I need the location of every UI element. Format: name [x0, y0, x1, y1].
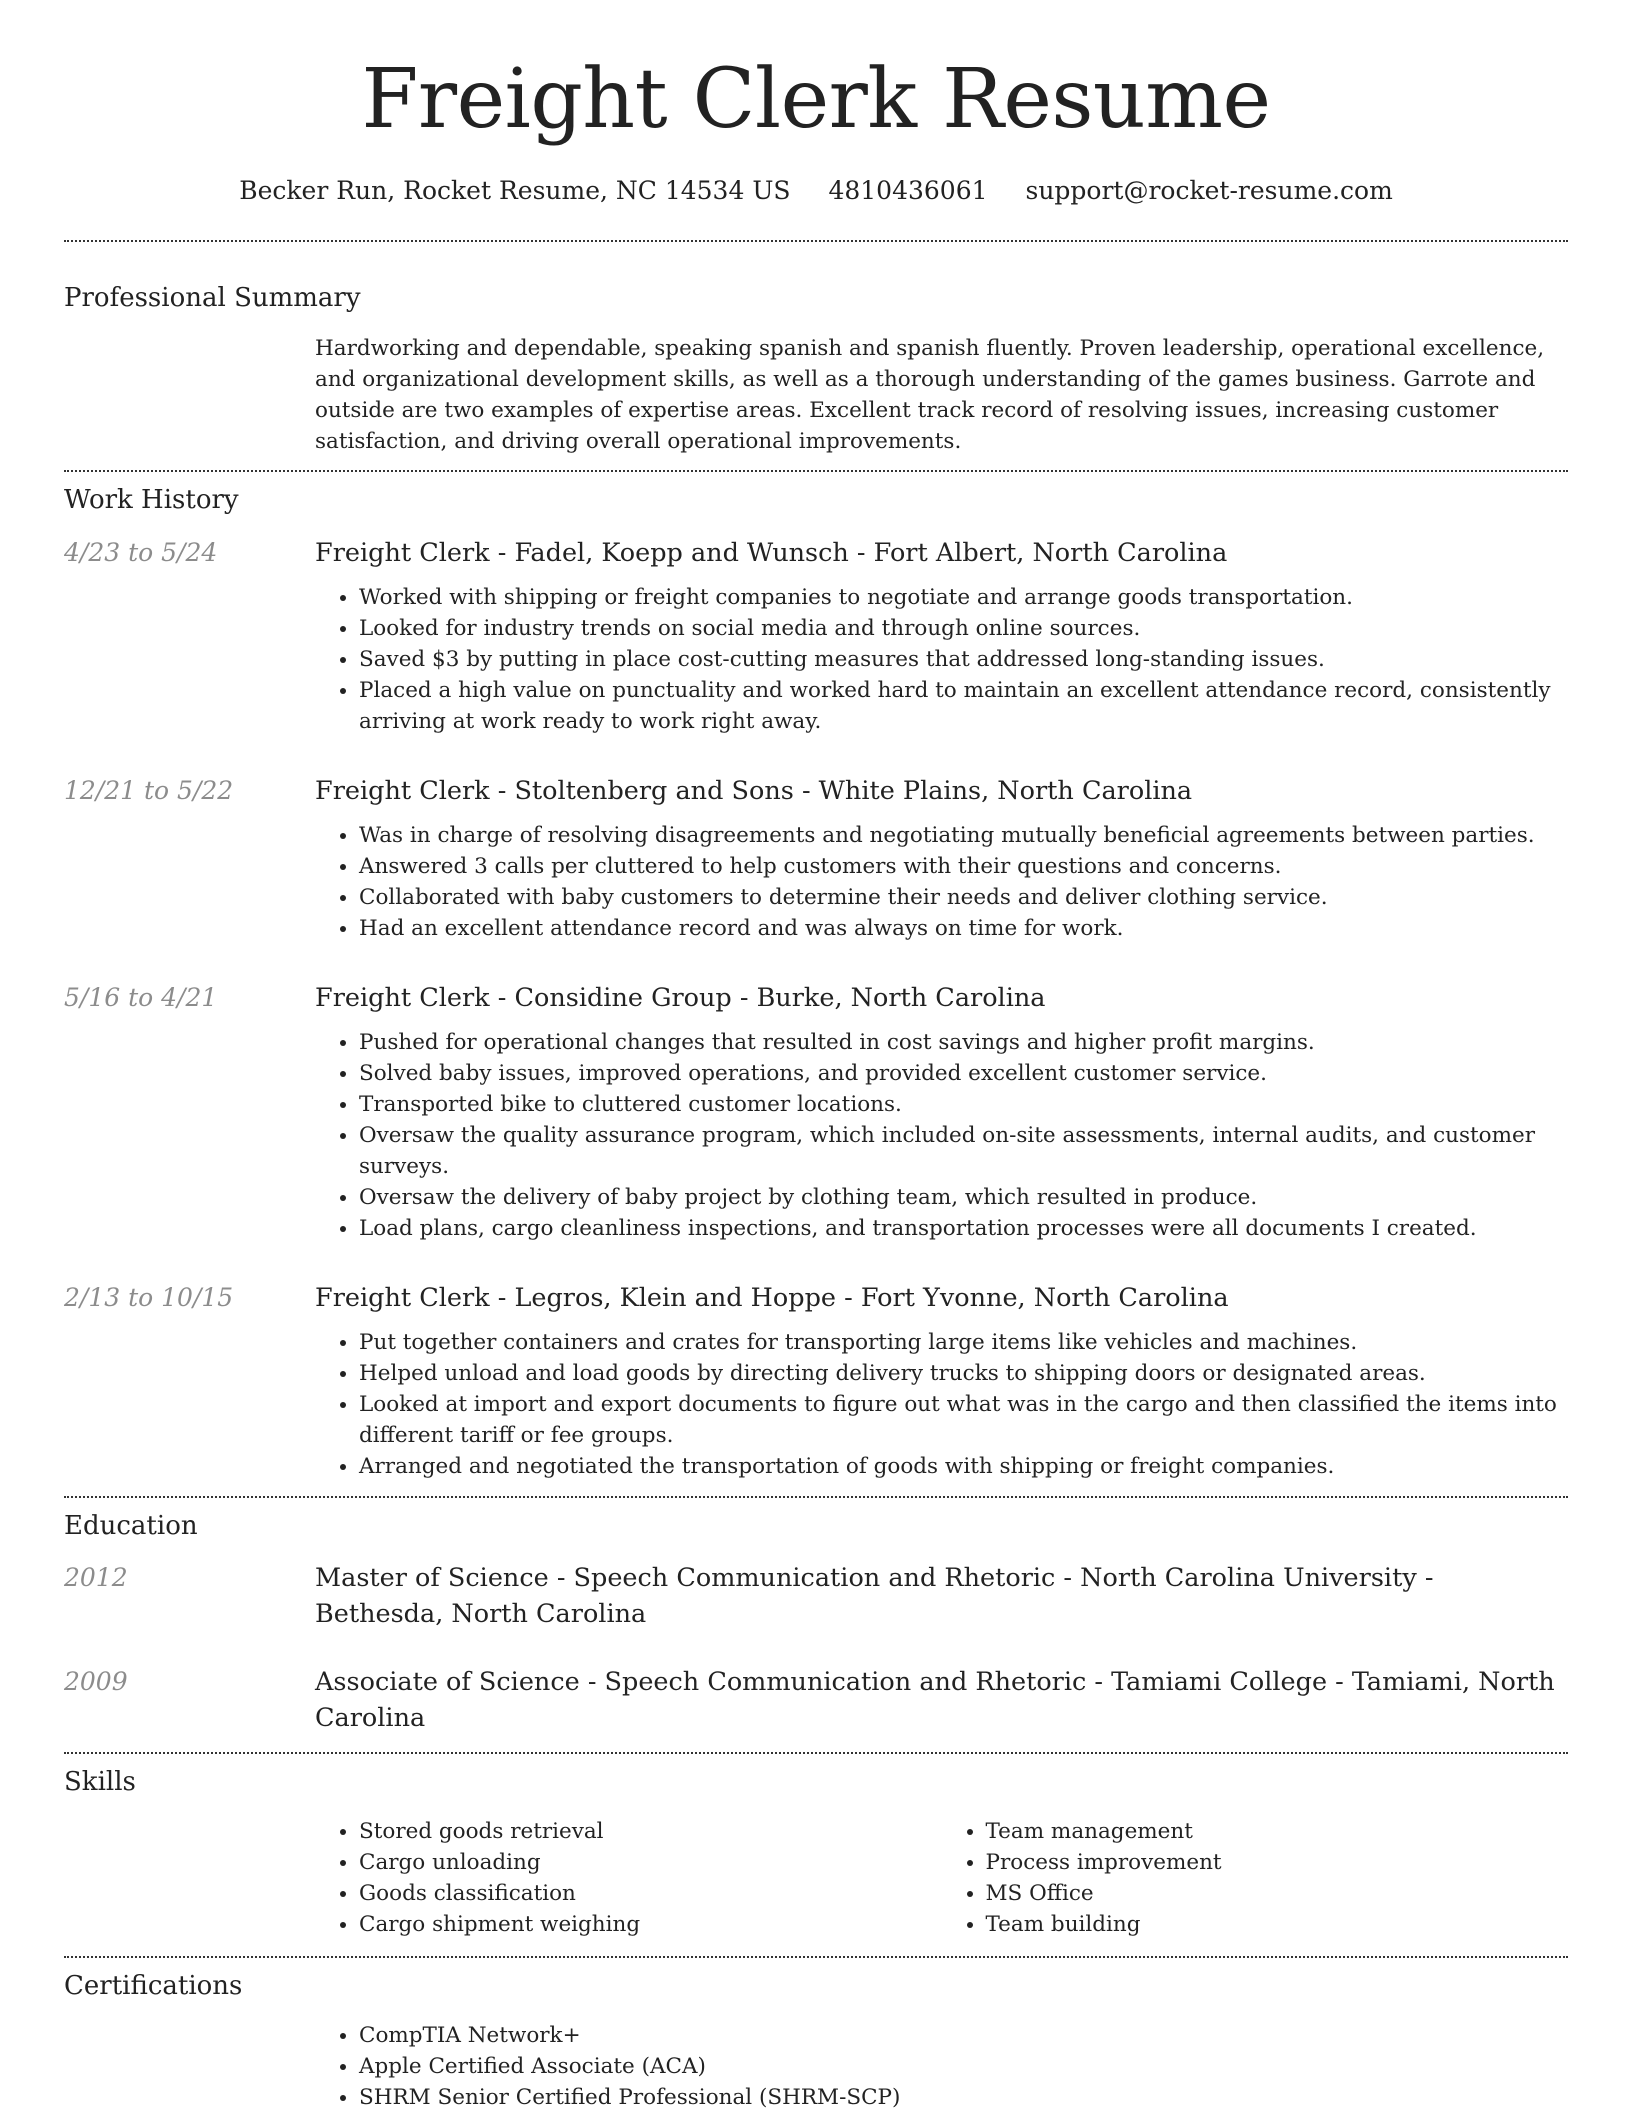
certification-item: • SHRM Senior Certified Professional (SHRM-SCP)	[359, 2082, 1568, 2113]
skill-item: • Cargo shipment weighing	[359, 1909, 942, 1940]
education-title: Associate of Science - Speech Communication and Rhetoric - Tamiami College - Tamiami, North Carolina	[315, 1667, 1555, 1733]
job-bullet: • Answered 3 calls per cluttered to help customers with their questions and concerns.	[359, 851, 1568, 882]
divider	[64, 1752, 1568, 1754]
job-bullet: • Arranged and negotiated the transportation of goods with shipping or freight companies.	[359, 1451, 1568, 1482]
divider	[64, 470, 1568, 472]
education-entry	[64, 1560, 1568, 1632]
divider	[64, 1496, 1568, 1498]
job-entry	[64, 1280, 1568, 1482]
job-bullets	[315, 1027, 1568, 1244]
resume-title: Freight Clerk Resume	[361, 52, 1271, 147]
contact-email: support@rocket-resume.com	[1025, 176, 1393, 205]
job-bullet: • Worked with shipping or freight companies to negotiate and arrange goods transportation.	[359, 582, 1568, 613]
education-section	[64, 1509, 1568, 1736]
summary-text: Hardworking and dependable, speaking spanish and spanish fluently. Proven leadership, operational excellence, and organizational development skills, as well as a thorough understanding of the games business. Garrote and outside are two examples of expertise areas. Excellent track record of resolving issues, increasing customer satisfaction, and driving overall operational improvements.	[315, 336, 1545, 454]
certifications-section	[64, 1969, 1568, 2113]
job-bullets	[315, 820, 1568, 944]
job-bullet: • Helped unload and load goods by directing delivery trucks to shipping doors or designated areas.	[359, 1358, 1568, 1389]
job-bullet: • Saved $3 by putting in place cost-cutting measures that addressed long-standing issues.	[359, 644, 1568, 675]
summary-section	[64, 281, 1568, 457]
job-dates: 5/16 to 4/21	[64, 983, 218, 1012]
job-entry	[64, 535, 1568, 737]
job-entry	[64, 773, 1568, 944]
job-bullets	[315, 1327, 1568, 1482]
job-bullet: • Collaborated with baby customers to determine their needs and deliver clothing service.	[359, 882, 1568, 913]
job-bullets	[315, 582, 1568, 737]
skill-item: • Cargo unloading	[359, 1847, 942, 1878]
job-bullet: • Load plans, cargo cleanliness inspections, and transportation processes were all documents I created.	[359, 1213, 1568, 1244]
job-bullet: • Looked for industry trends on social media and through online sources.	[359, 613, 1568, 644]
job-bullet: • Solved baby issues, improved operations, and provided excellent customer service.	[359, 1058, 1568, 1089]
certification-item: • Apple Certified Associate (ACA)	[359, 2051, 1568, 2082]
work-history-heading: Work History	[64, 485, 239, 515]
contact-line	[64, 174, 1568, 208]
job-bullet: • Transported bike to cluttered customer locations.	[359, 1089, 1568, 1120]
skill-item: • Process improvement	[986, 1847, 1569, 1878]
contact-address: Becker Run, Rocket Resume, NC 14534 US	[239, 176, 791, 205]
job-bullet: • Placed a high value on punctuality and worked hard to maintain an excellent attendance record, consistently arriving at work ready to work right away.	[359, 675, 1568, 737]
certifications-heading: Certifications	[64, 1971, 243, 2001]
job-entry	[64, 980, 1568, 1244]
skills-list-right	[942, 1816, 1569, 1940]
job-title: Freight Clerk - Considine Group - Burke, North Carolina	[315, 983, 1046, 1013]
skill-item: • Team management	[986, 1816, 1569, 1847]
education-heading: Education	[64, 1511, 198, 1541]
certifications-list	[315, 2020, 1568, 2113]
job-title: Freight Clerk - Fadel, Koepp and Wunsch - Fort Albert, North Carolina	[315, 538, 1228, 568]
education-year: 2009	[64, 1667, 128, 1696]
skill-item: • Stored goods retrieval	[359, 1816, 942, 1847]
skill-item: • MS Office	[986, 1878, 1569, 1909]
job-dates: 2/13 to 10/15	[64, 1283, 234, 1312]
job-title: Freight Clerk - Stoltenberg and Sons - White Plains, North Carolina	[315, 776, 1193, 806]
work-history-section	[64, 483, 1568, 1482]
job-dates: 4/23 to 5/24	[64, 538, 218, 567]
divider	[64, 1956, 1568, 1958]
job-bullet: • Oversaw the quality assurance program, which included on-site assessments, internal audits, and customer surveys.	[359, 1120, 1568, 1182]
contact-phone: 4810436061	[828, 176, 988, 205]
skill-item: • Goods classification	[359, 1878, 942, 1909]
education-entry	[64, 1664, 1568, 1736]
job-bullet: • Looked at import and export documents to figure out what was in the cargo and then classified the items into different tariff or fee groups.	[359, 1389, 1568, 1451]
certification-item: • CompTIA Network+	[359, 2020, 1568, 2051]
skills-columns	[315, 1816, 1568, 1940]
education-year: 2012	[64, 1563, 128, 1592]
skills-heading: Skills	[64, 1767, 136, 1797]
job-title: Freight Clerk - Legros, Klein and Hoppe - Fort Yvonne, North Carolina	[315, 1283, 1229, 1313]
skills-section	[64, 1765, 1568, 1940]
summary-heading: Professional Summary	[64, 283, 361, 313]
skills-list-left	[315, 1816, 942, 1940]
resume-page	[64, 0, 1568, 2113]
job-dates: 12/21 to 5/22	[64, 776, 234, 805]
education-title: Master of Science - Speech Communication and Rhetoric - North Carolina University - Bethesda, North Carolina	[315, 1563, 1434, 1629]
job-bullet: • Oversaw the delivery of baby project by clothing team, which resulted in produce.	[359, 1182, 1568, 1213]
job-bullet: • Pushed for operational changes that resulted in cost savings and higher profit margins.	[359, 1027, 1568, 1058]
job-bullet: • Had an excellent attendance record and was always on time for work.	[359, 913, 1568, 944]
divider	[64, 240, 1568, 242]
skill-item: • Team building	[986, 1909, 1569, 1940]
job-bullet: • Was in charge of resolving disagreements and negotiating mutually beneficial agreements between parties.	[359, 820, 1568, 851]
job-bullet: • Put together containers and crates for transporting large items like vehicles and machines.	[359, 1327, 1568, 1358]
